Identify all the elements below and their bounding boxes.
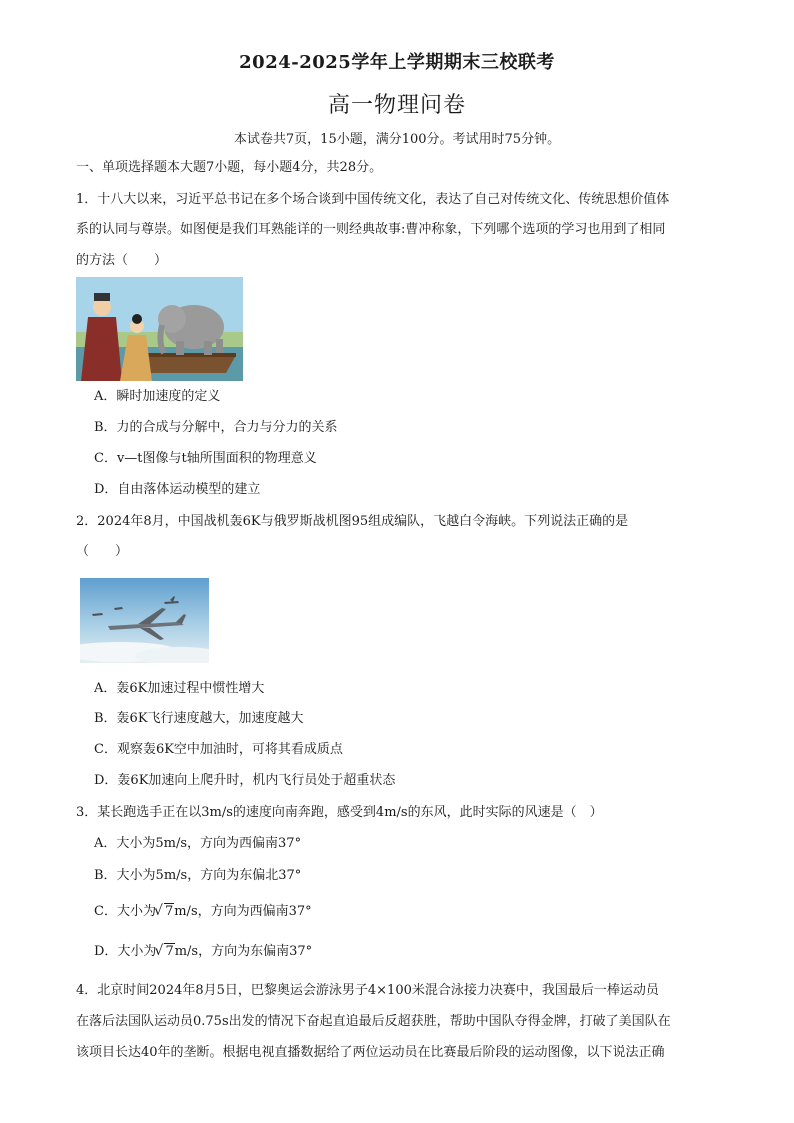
q3-option-c bbox=[94, 902, 312, 922]
q1-option-d: D．自由落体运动模型的建立 bbox=[94, 482, 261, 497]
q1-text-line2: 系的认同与尊崇。如图便是我们耳熟能详的一则经典故事:曹冲称象，下列哪个选项的学习也用到了相同 bbox=[76, 222, 666, 237]
q1-text-line3: 的方法（ ） bbox=[76, 253, 168, 268]
q2-text-line2: （ ） bbox=[76, 544, 129, 559]
q3-option-d bbox=[94, 942, 312, 962]
exam-info: 本试卷共7页，15小题，满分100分。考试用时75分钟。 bbox=[233, 132, 561, 147]
q2-option-a: A．轰6K加速过程中惯性增大 bbox=[94, 681, 265, 696]
q3-option-c-radicand: 7 bbox=[164, 904, 174, 919]
q2-text-line1: 2．2024年8月，中国战机轰6K与俄罗斯战机图95组成编队，飞越白令海峡。下列说法正确的是 bbox=[76, 514, 629, 529]
exam-title: 2024-2025学年上学期期末三校联考 bbox=[239, 52, 555, 73]
q4-text-line1: 4．北京时间2024年8月5日，巴黎奥运会游泳男子4×100米混合泳接力决赛中，我国最后一棒运动员 bbox=[76, 983, 659, 998]
q2-option-d: D．轰6K加速向上爬升时，机内飞行员处于超重状态 bbox=[94, 773, 396, 788]
q3-option-d-prefix: D．大小为 bbox=[94, 944, 157, 959]
q4-text-line2: 在落后法国队运动员0.75s出发的情况下奋起直追最后反超获胜，帮助中国队夺得金牌，打破了美国队在 bbox=[76, 1014, 671, 1029]
q2-option-b: B．轰6K飞行速度越大，加速度越大 bbox=[94, 711, 304, 726]
q3-text-line1: 3．某长跑选手正在以3m/s的速度向南奔跑，感受到4m/s的东风，此时实际的风速是（ ） bbox=[76, 805, 603, 820]
q3-option-c-prefix: C．大小为 bbox=[94, 904, 156, 919]
q4-text-line3: 该项目长达40年的垄断。根据电视直播数据给了两位运动员在比赛最后阶段的运动图像，以下说法正确 bbox=[76, 1045, 665, 1060]
section-heading: 一、单项选择题本大题7小题，每小题4分，共28分。 bbox=[76, 160, 383, 175]
q3-option-d-radicand: 7 bbox=[165, 944, 174, 959]
q1-option-b: B．力的合成与分解中，合力与分力的关系 bbox=[94, 420, 338, 435]
q3-option-a: A．大小为5m/s，方向为西偏南37° bbox=[94, 836, 302, 851]
q3-option-c-suffix: m/s，方向为西偏南37° bbox=[174, 904, 312, 919]
q1-text-line1: 1．十八大以来，习近平总书记在多个场合谈到中国传统文化，表达了自己对传统文化、传统思想价值体 bbox=[76, 192, 670, 207]
cao-chong-elephant-image bbox=[76, 277, 243, 381]
q3-option-d-suffix: m/s，方向为东偏南37° bbox=[174, 944, 313, 959]
q3-option-b: B．大小为5m/s，方向为东偏北37° bbox=[94, 868, 302, 883]
sqrt-symbol bbox=[156, 902, 174, 922]
bomber-formation-image bbox=[80, 578, 209, 663]
sqrt-symbol bbox=[156, 942, 174, 962]
q1-option-a: A．瞬时加速度的定义 bbox=[94, 389, 221, 404]
q2-option-c: C．观察轰6K空中加油时，可将其看成质点 bbox=[94, 742, 343, 757]
q1-option-c: C．v—t图像与t轴所围面积的物理意义 bbox=[94, 451, 317, 466]
exam-subject: 高一物理问卷 bbox=[327, 93, 466, 118]
